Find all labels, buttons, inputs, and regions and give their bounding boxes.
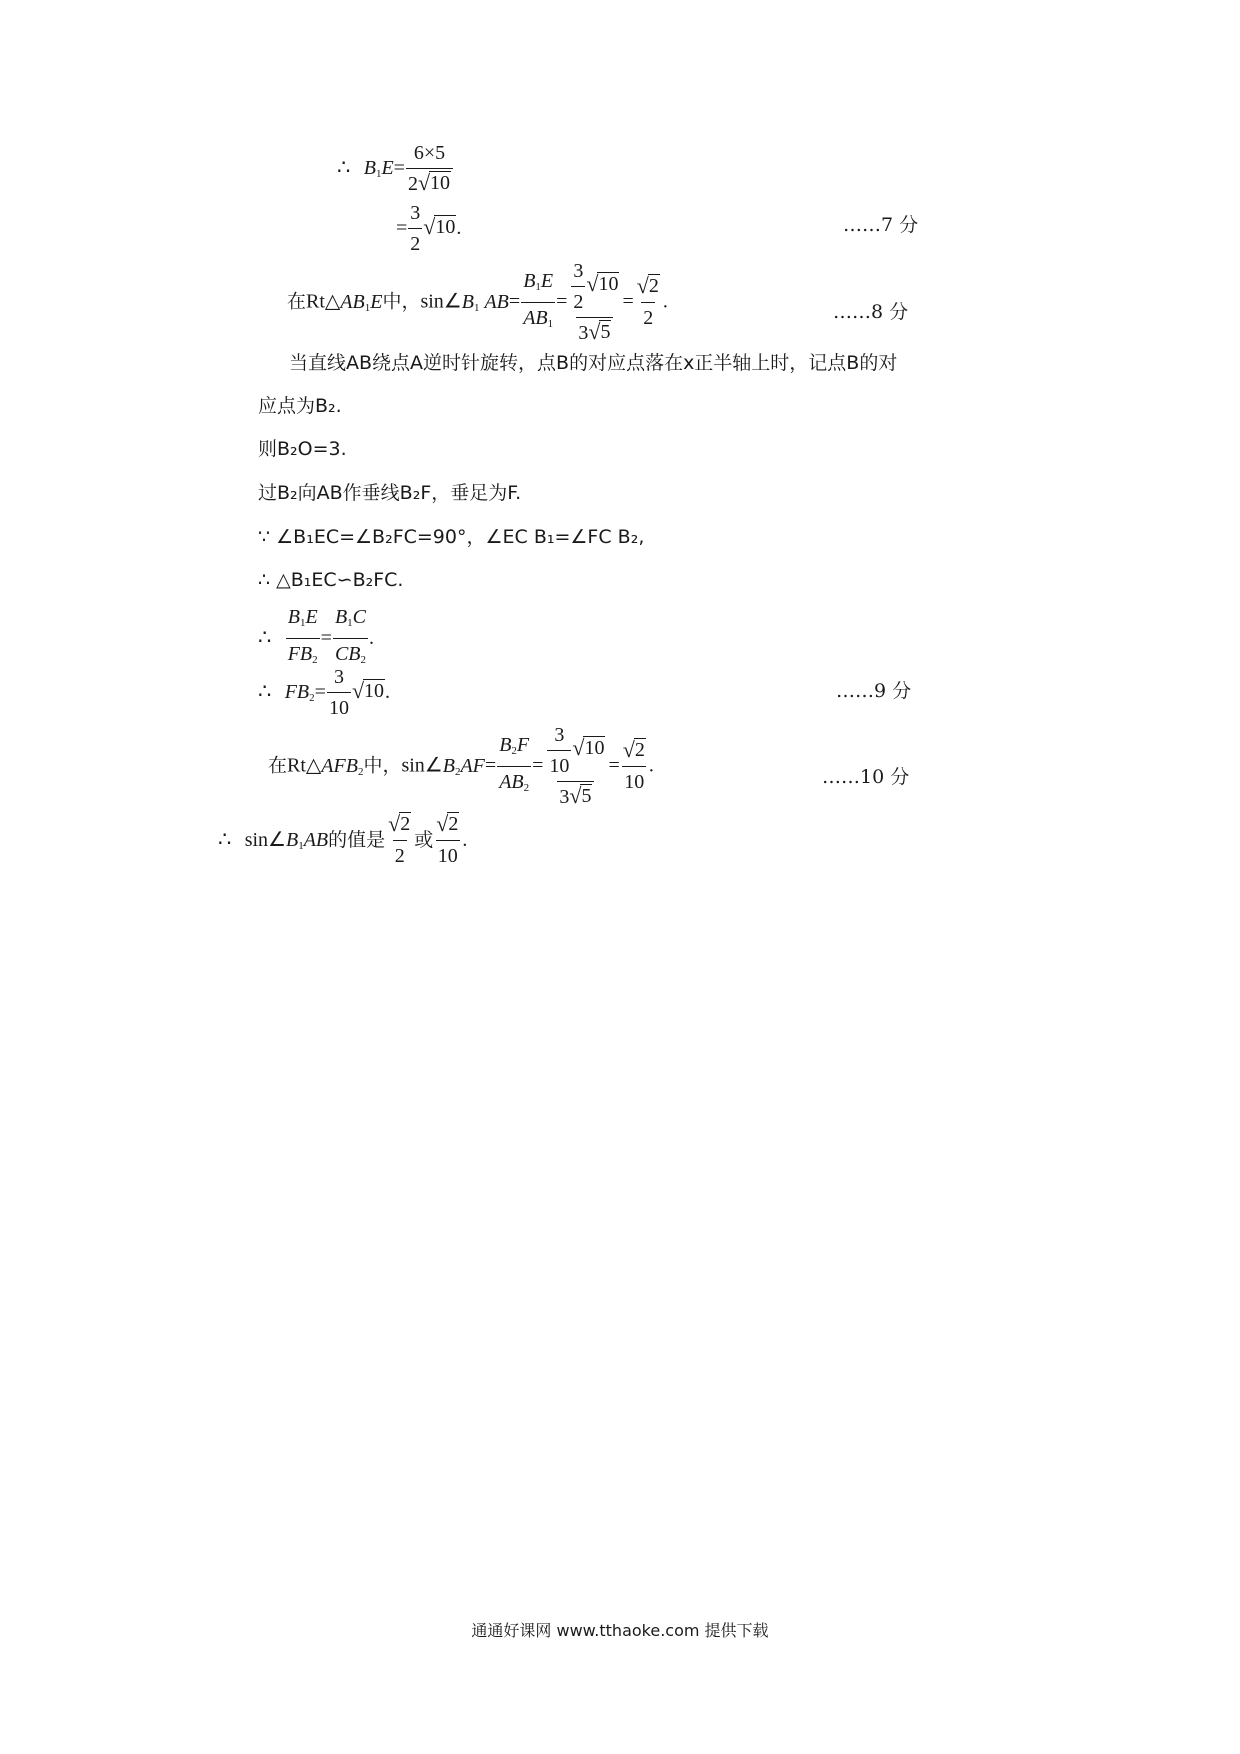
line-b1e-fraction: ∴ $B_1E=$ 6×5 2 √ 10: [337, 140, 454, 197]
line-similar: ∴ △B₁EC∽B₂FC.: [258, 569, 404, 591]
score-8: ……8 分: [833, 301, 909, 323]
line-ratio: ∴ $\frac{B_1E}{FB_2}$ = $\frac{B_1C}{CB_2}$ .: [258, 604, 374, 673]
line-angles: ∵ ∠B₁EC=∠B₂FC=90°，∠EC B₁=∠FC B₂,: [258, 526, 645, 548]
line-b1e-result: = $\frac{3}{2}$ √ 10 .: [396, 202, 462, 255]
line-sin-b1ab: 在$Rt\triangle AB_1E$中，$\sin\angle B_1$ AB= $\frac{B_1E}{AB_1}$ = $\frac{3}{2}$ √ 10 3 √ 5 = √ 2 2 .: [287, 260, 668, 344]
line-conclusion: ∴ $\sin\angle B_1AB$的值是 √ 2 2 或 √ 2 10 .: [218, 811, 468, 867]
page-footer: 通通好课网 www.tthaoke.com 提供下载: [471, 1621, 769, 1640]
score-10: ……10 分: [822, 766, 910, 788]
line-rotation-text: 当直线AB绕点A逆时针旋转，点B的对应点落在x正半轴上时，记点B的对: [289, 352, 898, 374]
line-perpendicular: 过B₂向AB作垂线B₂F，垂足为F.: [258, 482, 522, 504]
score-7: ……7 分: [843, 214, 919, 236]
line-point-b2: 应点为B₂.: [258, 395, 342, 417]
score-9: ……9 分: [836, 680, 912, 702]
line-sin-b2af: 在$Rt\triangle AFB_2$中，$\sin\angle B_2AF=$ $\frac{B_2F}{AB_2}$ = $\frac{3}{10}$ √ 10 3 √ 5 = √ 2 10 .: [268, 724, 654, 808]
line-fb2: ∴ $FB_2=$ $\frac{3}{10}$ √ 10 .: [258, 666, 391, 719]
line-b2o: 则B₂O=3.: [258, 438, 347, 460]
